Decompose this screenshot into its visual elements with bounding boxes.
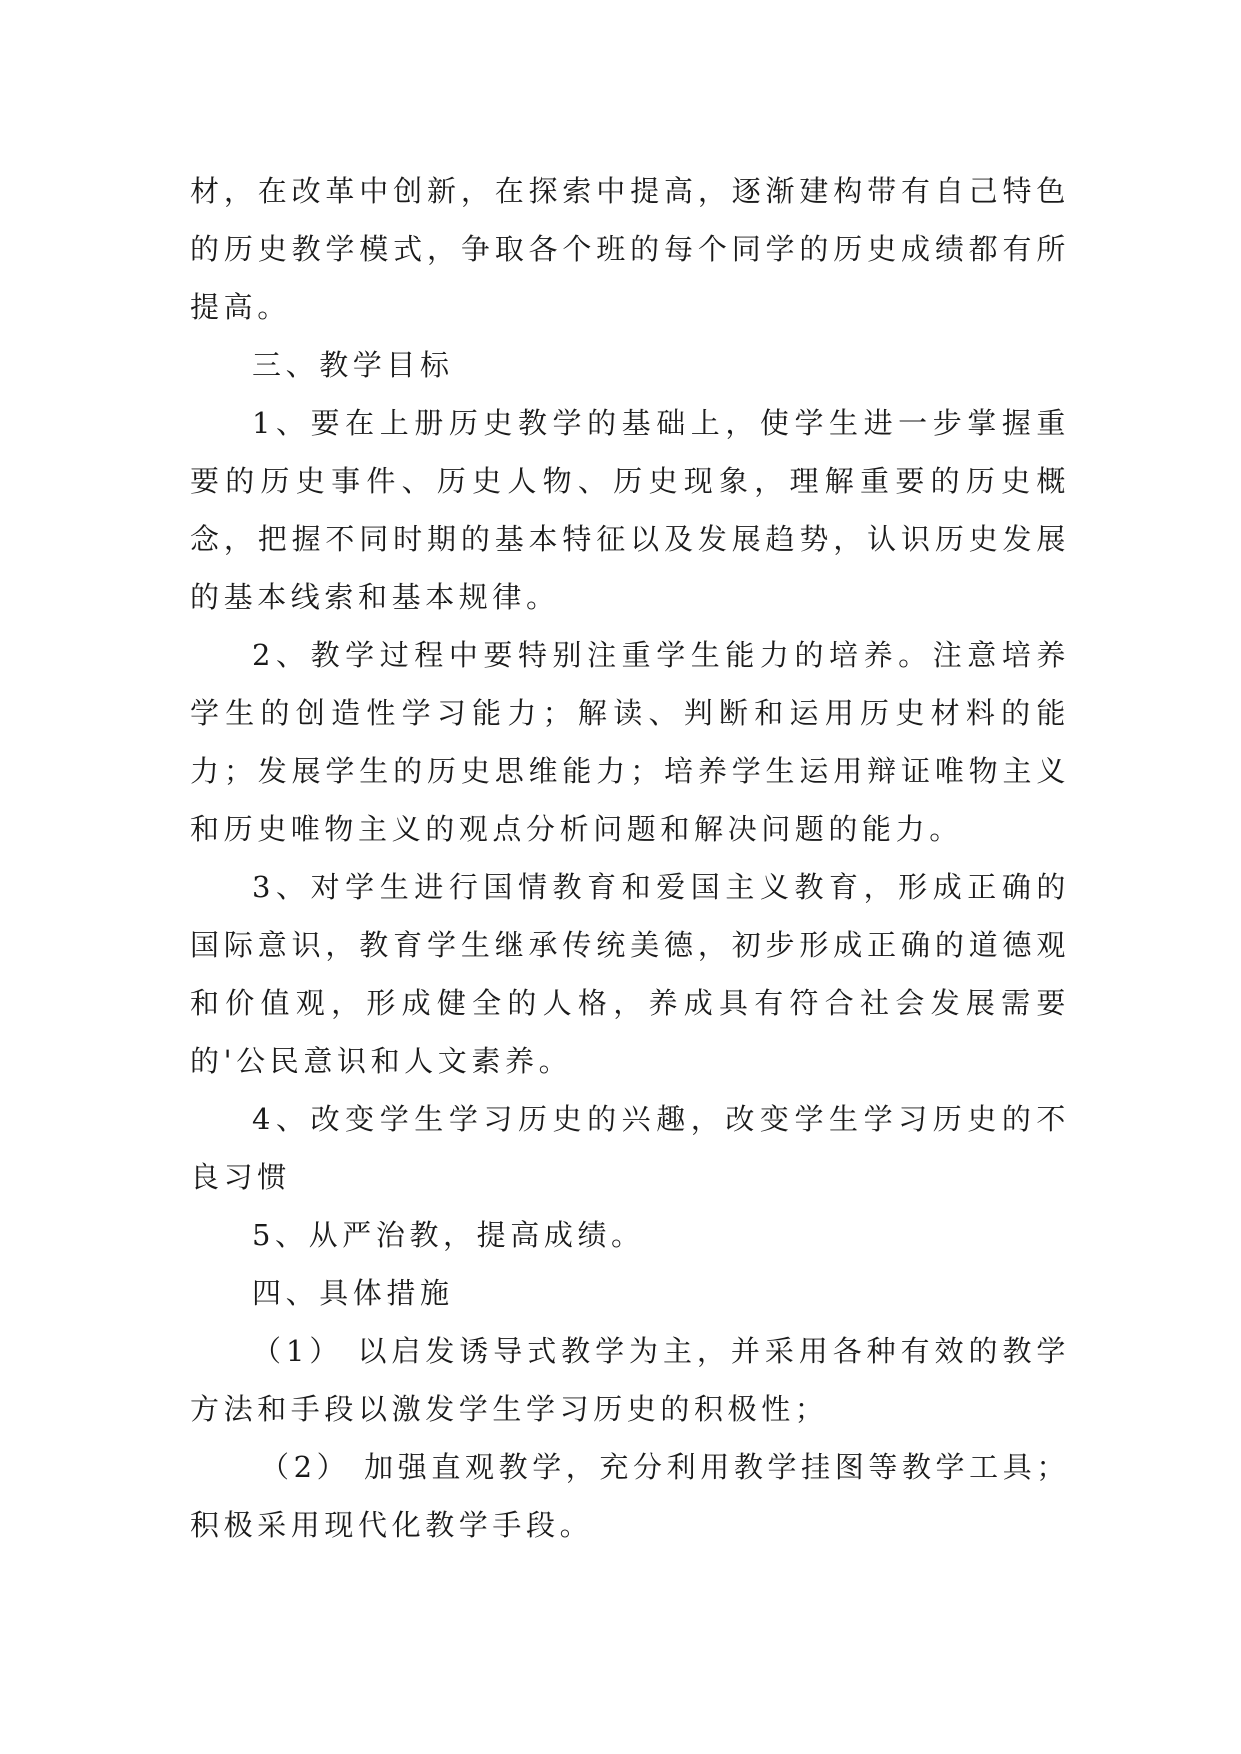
goal-item-4: 4、改变学生学习历史的兴趣，改变学生学习历史的不良习惯 (190, 1102, 1070, 1194)
goal-item-1: 1、要在上册历史教学的基础上，使学生进一步掌握重要的历史事件、历史人物、历史现象，理解重要的历史概念，把握不同时期的基本特征以及发展趋势，认识历史发展的基本线索和基本规律。 (190, 406, 1070, 614)
paragraph-intro-continuation: 材，在改革中创新，在探索中提高，逐渐建构带有自己特色的历史教学模式，争取各个班的每个同学的历史成绩都有所提高。 (190, 174, 1070, 324)
goal-item-5: 5、从严治教，提高成绩。 (252, 1218, 645, 1252)
section-heading-teaching-goals: 三、教学目标 (252, 348, 454, 382)
document-body (190, 162, 1070, 1554)
measure-item-1: （1） 以启发诱导式教学为主，并采用各种有效的教学方法和手段以激发学生学习历史的积极性； (190, 1334, 1070, 1426)
section-heading-measures: 四、具体措施 (252, 1276, 454, 1310)
goal-item-2: 2、教学过程中要特别注重学生能力的培养。注意培养学生的创造性学习能力；解读、判断和运用历史材料的能力；发展学生的历史思维能力；培养学生运用辩证唯物主义和历史唯物主义的观点分析问题和解决问题的能力。 (190, 638, 1070, 846)
measure-item-2: （2） 加强直观教学，充分利用教学挂图等教学工具；积极采用现代化教学手段。 (190, 1450, 1070, 1542)
goal-item-3: 3、对学生进行国情教育和爱国主义教育，形成正确的国际意识，教育学生继承传统美德，初步形成正确的道德观和价值观，形成健全的人格，养成具有符合社会发展需要的'公民意识和人文素养。 (190, 870, 1070, 1078)
